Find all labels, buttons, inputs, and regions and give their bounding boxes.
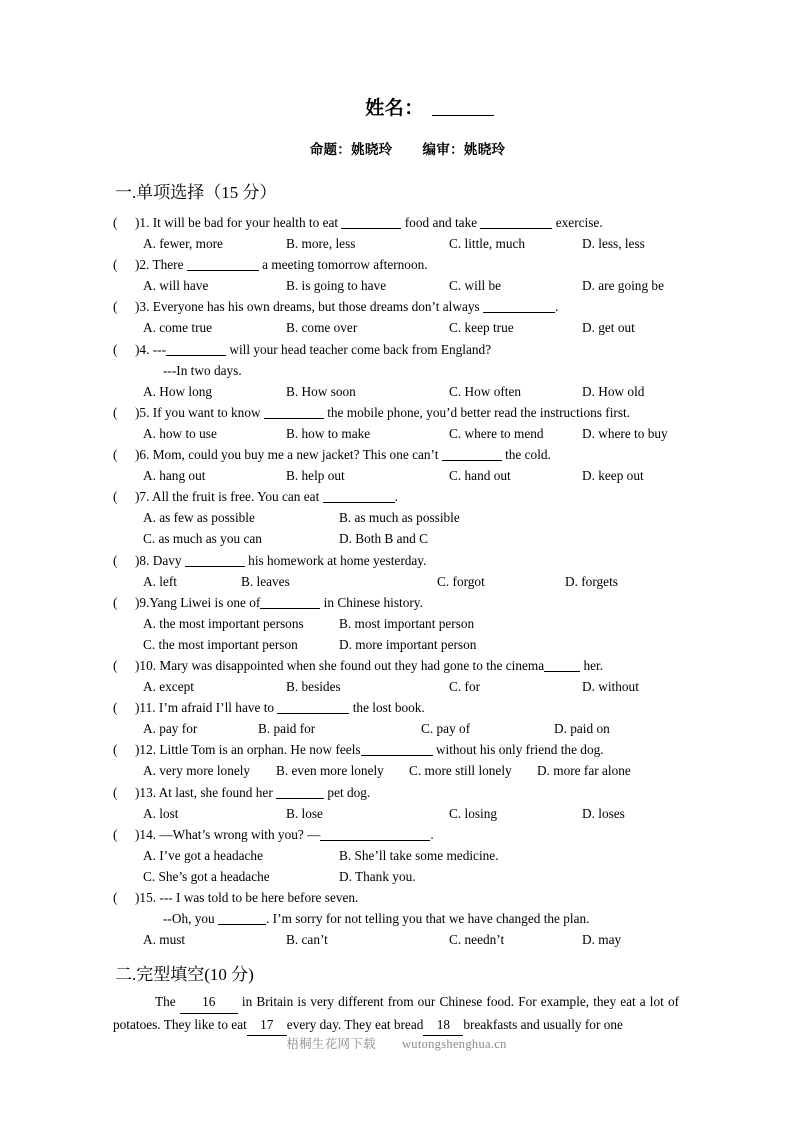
question-4-options bbox=[113, 381, 679, 402]
question-1-stem-b: food and take bbox=[401, 215, 481, 230]
question-15-options bbox=[113, 929, 679, 950]
question-9-number: )9. bbox=[135, 594, 150, 610]
question-15-subline-b: . I’m sorry for not telling you that we have changed the plan. bbox=[266, 911, 590, 927]
question-15-subline bbox=[113, 908, 679, 929]
question-8-blank-1[interactable] bbox=[185, 553, 245, 567]
option-11-b[interactable]: B. paid for bbox=[258, 721, 316, 737]
question-11-options bbox=[113, 718, 679, 739]
question-9-options-row-1 bbox=[113, 613, 679, 634]
question-1-number: )1. bbox=[135, 215, 150, 230]
question-4-blank-1[interactable] bbox=[166, 342, 226, 356]
question-6-number: )6. bbox=[135, 447, 150, 463]
question-11-blank-1[interactable] bbox=[277, 700, 349, 714]
question-4-stem-a: --- bbox=[149, 341, 167, 357]
question-3-stem-a: Everyone has his own dreams, but those dreams don’t always bbox=[149, 299, 483, 315]
option-3-a[interactable]: A. come true bbox=[143, 320, 213, 336]
question-6-options bbox=[113, 465, 679, 486]
question-13 bbox=[113, 782, 679, 803]
question-15-number: )15. bbox=[135, 890, 157, 905]
option-5-b[interactable]: B. how to make bbox=[286, 425, 371, 441]
option-7-b[interactable]: B. as much as possible bbox=[339, 510, 460, 526]
question-12-options bbox=[113, 760, 679, 781]
option-15-d[interactable]: D. may bbox=[582, 932, 622, 948]
option-3-d[interactable]: D. get out bbox=[582, 320, 635, 336]
question-10-stem-b: her. bbox=[580, 657, 604, 673]
question-1-stem-c: exercise. bbox=[552, 215, 603, 230]
question-3-blank-1[interactable] bbox=[483, 299, 555, 313]
reviewer-label: 编审：姚晓玲 bbox=[422, 142, 506, 157]
question-5-number: )5. bbox=[135, 404, 150, 420]
option-12-c[interactable]: C. more still lonely bbox=[409, 763, 512, 779]
option-5-a[interactable]: A. how to use bbox=[143, 425, 217, 441]
question-8 bbox=[113, 550, 679, 571]
question-10 bbox=[113, 655, 679, 676]
question-6 bbox=[113, 444, 679, 465]
option-6-d[interactable]: D. keep out bbox=[582, 468, 644, 484]
option-1-a[interactable]: A. fewer, more bbox=[143, 236, 223, 252]
section-title-cloze: 二.完型填空(10 分) bbox=[115, 965, 254, 985]
student-name-line bbox=[0, 96, 793, 122]
question-15-subline-a: --Oh, you bbox=[163, 911, 219, 927]
cloze-blank-17[interactable]: 17 bbox=[247, 1014, 287, 1037]
question-2-stem-b: a meeting tomorrow afternoon. bbox=[258, 257, 428, 273]
option-1-b[interactable]: B. more, less bbox=[286, 236, 356, 252]
answer-box-5[interactable] bbox=[113, 402, 135, 423]
question-2-number: )2. bbox=[135, 257, 150, 273]
cloze-blank-18[interactable]: 18 bbox=[423, 1014, 463, 1037]
question-14-stem-a: —What’s wrong with you? — bbox=[156, 826, 321, 842]
question-13-options bbox=[113, 803, 679, 824]
question-5-blank-1[interactable] bbox=[264, 405, 324, 419]
question-14-options-row-2 bbox=[113, 866, 679, 887]
question-1-blank-2[interactable] bbox=[480, 215, 552, 229]
question-5-stem-b: the mobile phone, you’d better read the instructions first. bbox=[323, 404, 631, 420]
answer-box-10[interactable] bbox=[113, 655, 135, 676]
option-13-a[interactable]: A. lost bbox=[143, 805, 179, 821]
option-6-b[interactable]: B. help out bbox=[286, 468, 345, 484]
question-8-stem-b: his homework at home yesterday. bbox=[244, 552, 427, 568]
name-blank-field[interactable] bbox=[432, 101, 494, 116]
answer-box-6[interactable] bbox=[113, 444, 135, 465]
answer-box-4[interactable] bbox=[113, 339, 135, 360]
answer-box-7[interactable] bbox=[113, 486, 135, 507]
question-10-options bbox=[113, 676, 679, 697]
question-10-stem-a: Mary was disappointed when she found out they had gone to the cinema bbox=[156, 657, 545, 673]
section-title-multiple-choice: 一.单项选择（15 分） bbox=[115, 183, 277, 202]
option-2-a[interactable]: A. will have bbox=[143, 278, 209, 294]
author-label: 命题：姚晓玲 bbox=[309, 142, 393, 157]
question-3-stem-b: . bbox=[555, 299, 559, 315]
option-10-d[interactable]: D. without bbox=[582, 679, 639, 695]
question-1 bbox=[113, 212, 679, 233]
option-9-b[interactable]: B. most important person bbox=[339, 615, 475, 631]
question-4-stem-b: will your head teacher come back from England? bbox=[226, 341, 492, 357]
option-15-c[interactable]: C. needn’t bbox=[449, 932, 505, 948]
question-7-options-row-2 bbox=[113, 528, 679, 549]
option-3-c[interactable]: C. keep true bbox=[449, 320, 514, 336]
answer-box-1[interactable] bbox=[113, 212, 135, 233]
question-7-stem-b: . bbox=[394, 489, 398, 505]
question-4-number: )4. bbox=[135, 341, 150, 357]
option-11-c[interactable]: C. pay of bbox=[421, 721, 471, 737]
question-6-stem-a: Mom, could you buy me a new jacket? This one can’t bbox=[149, 447, 442, 463]
option-8-b[interactable]: B. leaves bbox=[241, 573, 290, 589]
option-13-b[interactable]: B. lose bbox=[286, 805, 323, 821]
question-3 bbox=[113, 296, 679, 317]
option-4-c[interactable]: C. How often bbox=[449, 383, 522, 399]
question-15-stem-a: --- I was told to be here before seven. bbox=[156, 890, 359, 905]
option-4-d[interactable]: D. How old bbox=[582, 383, 645, 399]
exam-content bbox=[113, 180, 679, 1036]
option-8-d[interactable]: D. forgets bbox=[565, 573, 618, 589]
cloze-text-2: in Britain is very different from our Chinese food. For example, they eat a lot of potatoes. They like to eat bbox=[113, 994, 680, 1032]
question-11-stem-a: I’m afraid I’ll have to bbox=[155, 700, 278, 716]
footer-site-url: wutongshenghua.cn bbox=[401, 1037, 507, 1051]
answer-box-14[interactable] bbox=[113, 824, 135, 845]
option-13-c[interactable]: C. losing bbox=[449, 805, 498, 821]
question-5-stem-a: If you want to know bbox=[149, 404, 264, 420]
question-12 bbox=[113, 739, 679, 760]
question-12-blank-1[interactable] bbox=[361, 742, 433, 756]
option-2-b[interactable]: B. is going to have bbox=[286, 278, 387, 294]
answer-box-12[interactable] bbox=[113, 739, 135, 760]
question-11-stem-b: the lost book. bbox=[349, 700, 425, 716]
question-8-number: )8. bbox=[135, 552, 150, 568]
cloze-text-1: The bbox=[155, 994, 176, 1010]
option-12-d[interactable]: D. more far alone bbox=[537, 763, 631, 779]
answer-box-13[interactable] bbox=[113, 782, 135, 803]
question-14-stem-b: . bbox=[430, 826, 434, 842]
question-9 bbox=[113, 592, 679, 613]
question-13-blank-1[interactable] bbox=[276, 785, 324, 799]
option-2-c[interactable]: C. will be bbox=[449, 278, 502, 294]
question-11 bbox=[113, 697, 679, 718]
question-14-blank-1[interactable] bbox=[320, 827, 430, 841]
option-2-d[interactable]: D. are going be bbox=[582, 278, 664, 294]
option-14-b[interactable]: B. She’ll take some medicine. bbox=[339, 847, 499, 863]
option-4-a[interactable]: A. How long bbox=[143, 383, 213, 399]
option-13-d[interactable]: D. loses bbox=[582, 805, 625, 821]
option-3-b[interactable]: B. come over bbox=[286, 320, 358, 336]
question-4 bbox=[113, 339, 679, 360]
option-12-b[interactable]: B. even more lonely bbox=[276, 763, 384, 779]
question-1-options bbox=[113, 233, 679, 254]
option-10-b[interactable]: B. besides bbox=[286, 679, 341, 695]
question-14 bbox=[113, 824, 679, 845]
question-10-number: )10. bbox=[135, 657, 157, 673]
question-14-options-row-1 bbox=[113, 845, 679, 866]
name-label: 姓名： bbox=[365, 98, 424, 119]
question-9-blank-1[interactable] bbox=[260, 595, 320, 609]
cloze-text-4: breakfasts and usually for one bbox=[463, 1016, 623, 1032]
option-14-a[interactable]: A. I’ve got a headache bbox=[143, 847, 263, 863]
question-7-blank-1[interactable] bbox=[323, 489, 395, 503]
question-2-stem-a: There bbox=[149, 257, 187, 273]
cloze-blank-16[interactable]: 16 bbox=[180, 991, 238, 1014]
question-10-blank-1[interactable] bbox=[544, 658, 580, 672]
question-9-stem-b: in Chinese history. bbox=[320, 594, 423, 610]
question-2-blank-1[interactable] bbox=[187, 257, 259, 271]
question-7 bbox=[113, 486, 679, 507]
author-line bbox=[0, 140, 793, 160]
option-10-c[interactable]: C. for bbox=[449, 679, 481, 695]
option-4-b[interactable]: B. How soon bbox=[286, 383, 356, 399]
question-15-blank-1[interactable] bbox=[218, 911, 266, 925]
question-3-number: )3. bbox=[135, 299, 150, 315]
answer-box-3[interactable] bbox=[113, 296, 135, 317]
option-6-c[interactable]: C. hand out bbox=[449, 468, 511, 484]
question-11-number: )11. bbox=[135, 700, 156, 716]
option-9-a[interactable]: A. the most important persons bbox=[143, 615, 304, 631]
document-header bbox=[0, 96, 793, 160]
option-14-d[interactable]: D. Thank you. bbox=[339, 868, 416, 884]
answer-box-2[interactable] bbox=[113, 254, 135, 275]
option-12-a[interactable]: A. very more lonely bbox=[143, 763, 251, 779]
answer-box-11[interactable] bbox=[113, 697, 135, 718]
question-14-number: )14. bbox=[135, 826, 157, 842]
option-10-a[interactable]: A. except bbox=[143, 679, 194, 695]
option-15-a[interactable]: A. must bbox=[143, 932, 186, 948]
answer-box-9[interactable] bbox=[113, 592, 135, 613]
question-13-stem-a: At last, she found her bbox=[156, 784, 277, 800]
question-2-options bbox=[113, 275, 679, 296]
option-15-b[interactable]: B. can’t bbox=[286, 932, 328, 948]
question-15 bbox=[113, 887, 679, 908]
question-13-stem-b: pet dog. bbox=[324, 784, 371, 800]
option-9-d[interactable]: D. more important person bbox=[339, 636, 477, 652]
question-12-number: )12. bbox=[135, 742, 157, 758]
question-1-stem-a: It will be bad for your health to eat bbox=[149, 215, 342, 230]
answer-box-15[interactable] bbox=[113, 887, 135, 908]
question-1-blank-1[interactable] bbox=[341, 215, 401, 229]
cloze-passage bbox=[113, 991, 679, 1036]
question-8-options bbox=[113, 571, 679, 592]
question-9-stem-a: Yang Liwei is one of bbox=[149, 594, 261, 610]
question-7-options-row-1 bbox=[113, 507, 679, 528]
option-7-a[interactable]: A. as few as possible bbox=[143, 510, 255, 526]
option-5-c[interactable]: C. where to mend bbox=[449, 425, 544, 441]
question-6-stem-b: the cold. bbox=[501, 447, 551, 463]
option-8-c[interactable]: C. forgot bbox=[437, 573, 485, 589]
question-7-stem-a: All the fruit is free. You can eat bbox=[149, 489, 323, 505]
question-7-number: )7. bbox=[135, 489, 150, 505]
page-footer bbox=[0, 1034, 793, 1052]
option-6-a[interactable]: A. hang out bbox=[143, 468, 206, 484]
question-2 bbox=[113, 254, 679, 275]
option-1-c[interactable]: C. little, much bbox=[449, 236, 526, 252]
option-7-c[interactable]: C. as much as you can bbox=[143, 531, 262, 547]
question-8-stem-a: Davy bbox=[149, 552, 185, 568]
question-9-options-row-2 bbox=[113, 634, 679, 655]
question-4-subline: ---In two days. bbox=[163, 362, 242, 378]
answer-box-8[interactable] bbox=[113, 550, 135, 571]
question-12-stem-b: without his only friend the dog. bbox=[432, 742, 604, 758]
option-7-d[interactable]: D. Both B and C bbox=[339, 531, 429, 547]
option-8-a[interactable]: A. left bbox=[143, 573, 177, 589]
option-5-d[interactable]: D. where to buy bbox=[582, 425, 668, 441]
cloze-text-3: every day. They eat bread bbox=[286, 1016, 424, 1032]
option-14-c[interactable]: C. She’s got a headache bbox=[143, 868, 270, 884]
question-6-blank-1[interactable] bbox=[442, 447, 502, 461]
question-3-options bbox=[113, 317, 679, 338]
question-12-stem-a: Little Tom is an orphan. He now feels bbox=[156, 742, 361, 758]
option-11-a[interactable]: A. pay for bbox=[143, 721, 198, 737]
footer-site-name: 梧桐生花网下载 bbox=[286, 1037, 376, 1051]
option-9-c[interactable]: C. the most important person bbox=[143, 636, 298, 652]
question-5 bbox=[113, 402, 679, 423]
question-5-options bbox=[113, 423, 679, 444]
option-1-d[interactable]: D. less, less bbox=[582, 236, 645, 252]
option-11-d[interactable]: D. paid on bbox=[554, 721, 610, 737]
question-13-number: )13. bbox=[135, 784, 157, 800]
